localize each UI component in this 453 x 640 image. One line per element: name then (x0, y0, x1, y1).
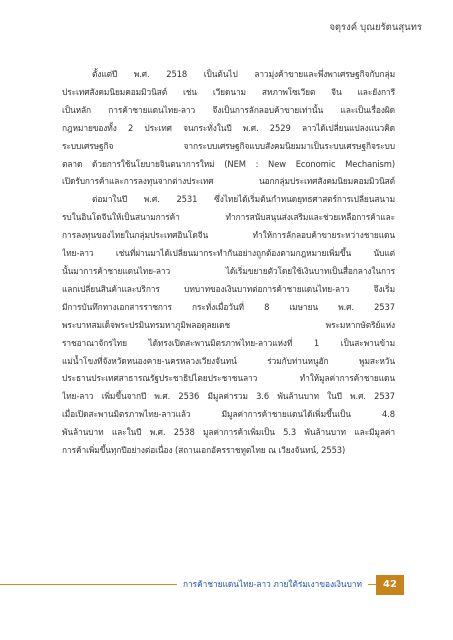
paragraph-2-line: ต่อมาในปี พ.ศ. 2531 ซึ่งไทยได้เริ่มต้นกำหนดยุทธศาสตร์การเปลี่ยนสนาม (92, 194, 395, 205)
paragraph-1-line: เปิดรับการค้าและการลงทุนจากต่างประเทศ นอกกลุ่มประเทศสังคมนิยมคอมมิวนิสต์ (62, 176, 395, 187)
paragraph-2-line: ไทย-ลาว เช่นที่ผ่านมาได้เปลี่ยนมากระทำกันอย่างถูกต้องตามกฎหมายเพิ่มขึ้น นับแต่ (62, 248, 395, 259)
paragraph-2-line: ประธานประเทศสาธารณรัฐประชาธิปไตยประชาชนลาว ทำให้มูลค่าการค้าชายแดน (62, 373, 395, 384)
page-footer (0, 571, 453, 599)
paragraph-1-line: กฎหมายของทั้ง 2 ประเทศ จนกระทั่งในปี พ.ศ. 2529 ลาวได้เปลี่ยนแปลงแนวคิด (62, 122, 395, 133)
paragraph-1-line: เป็นหลัก การค้าชายแดนไทย-ลาว จึงเป็นการลักลอบค้าขายเท่านั้น และเป็นเรื่องผิด (62, 104, 395, 115)
footer-book-title: การค้าชายแดนไทย-ลาว ภายใต้ร่มเงาของเงินบาท (177, 577, 368, 591)
body-text (62, 66, 395, 460)
paragraph-1-line: ตั้งแต่ปี พ.ศ. 2518 เป็นต้นไป ลาวมุ่งค้าขายและพึ่งพาเศรษฐกิจกับกลุ่ม (92, 69, 395, 79)
paragraph-1-line: ตลาด ด้วยการใช้นโยบายจินตนาการใหม่ (NEM : New Economic Mechanism) (62, 158, 395, 169)
running-header-author: จตุรงค์ บุณยรัตนสุนทร (329, 22, 422, 33)
page-number-badge: 42 (376, 575, 404, 595)
paragraph-2-line: ไทย-ลาว เพิ่มขึ้นจากปี พ.ศ. 2536 มีมูลค่ารวม 3.6 พันล้านบาท ในปี พ.ศ. 2537 (62, 391, 395, 402)
paragraph-2-line: พระบาทสมเด็จพระปรมินทรมหาภูมิพลอดุลยเดช พระมหากษัตริย์แห่ง (62, 319, 395, 330)
paragraph-2-line: มีการบันทึกทางเอกสารราชการ กระทั่งเมื่อวันที่ 8 เมษายน พ.ศ. 2537 (62, 301, 395, 312)
paragraph-1-line: ประเทศสังคมนิยมคอมมิวนิสต์ เช่น เวียดนาม สหภาพโซเวียต จีน และยังการี (62, 86, 395, 97)
paragraph-2-line: แม่น้ำโขงที่จังหวัดหนองคาย-นครหลวงเวียงจันทน์ ร่วมกับท่านหนูฮัก พูมสะหวัน (62, 355, 395, 366)
paragraph-2-line: เมื่อเปิดสะพานมิตรภาพไทย-ลาวแล้ว มีมูลค่าการค้าชายแดนได้เพิ่มขึ้นเป็น 4.8 (62, 409, 395, 420)
paragraph-2-line: การค้าเพิ่มขึ้นทุกปีอย่างต่อเนื่อง (สถานเอกอัครราชทูตไทย ณ เวียงจันทน์, 2553) (62, 445, 346, 456)
paragraph-2-line: พันล้านบาท และในปี พ.ศ. 2538 มูลค่าการค้าเพิ่มเป็น 5.3 พันล้านบาท และมีมูลค่า (62, 427, 395, 438)
paragraph-2-line: แลกเปลี่ยนสินค้าและบริการ บทบาทของเงินบาทต่อการค้าชายแดนไทย-ลาว จึงเริ่ม (62, 283, 395, 294)
paragraph-2-line: การลงทุนของไทยในกลุ่มประเทศอินโดจีน ทำให้การลักลอบค้าขายระหว่างชายแดน (62, 230, 395, 241)
paragraph-2-line: รบในอินโดจีนให้เป็นสนามการค้า ทำการสนับสนุนส่งเสริมและช่วยเหลือการค้าและ (62, 212, 395, 223)
paragraph-2-line: นั้นมาการค้าชายแดนไทย-ลาว ได้เริ่มขยายตัวโดยใช้เงินบาทเป็นสื่อกลางในการ (62, 265, 395, 276)
paragraph-2-line: ราชอาณาจักรไทย ได้ทรงเปิดสะพานมิตรภาพไทย-ลาวแห่งที่ 1 เป็นสะพานข้าม (62, 337, 395, 348)
paragraph-1-line: ระบบเศรษฐกิจ จากระบบเศรษฐกิจแบบสังคมนิยมมาเป็นระบบเศรษฐกิจระบบ (62, 140, 395, 151)
